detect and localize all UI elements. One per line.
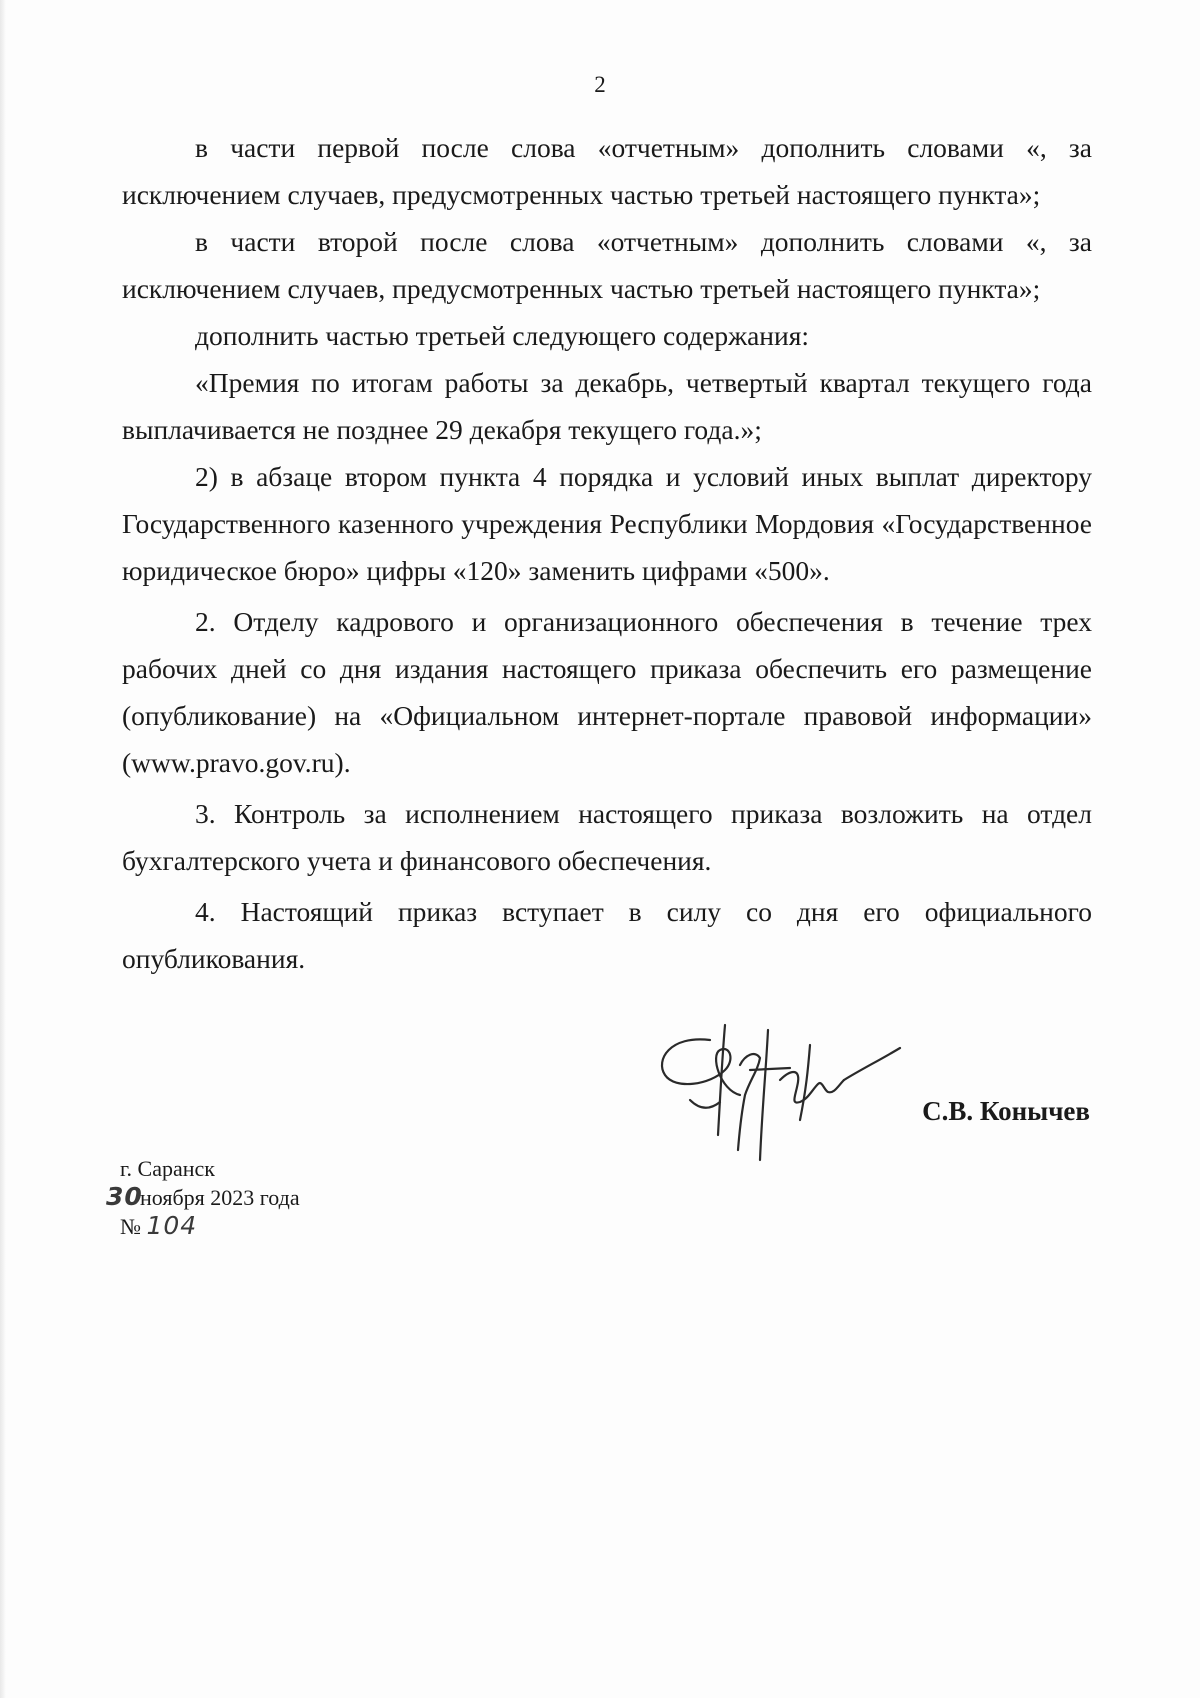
issue-number [120, 1212, 520, 1241]
issue-date-suffix: ноября 2023 года [140, 1185, 300, 1210]
issue-city: г. Саранск [120, 1156, 215, 1181]
issue-details [106, 1155, 520, 1241]
issue-number-handwritten: 104 [146, 1211, 198, 1240]
paragraph-amend-part-one: в части первой после слова «отчетным» дополнить словами «, за исключением случаев, предусмотренных частью третьей настоящего пункта»; [122, 132, 1092, 210]
paragraph-point-2-publication: 2. Отделу кадрового и организационного обеспечения в течение трех рабочих дней со дня издания настоящего приказа обеспечить его размещение (опубликование) на «Официальном интернет-портале правовой информации» (www.pravo.gov.ru). [122, 606, 1092, 778]
paragraph-item-2-subpoint: 2) в абзаце втором пункта 4 порядка и условий иных выплат директору Государственного казенного учреждения Республики Мордовия «Государственное юридическое бюро» цифры «120» заменить цифрами «500». [122, 461, 1092, 586]
issue-day-handwritten: 30 [106, 1182, 143, 1211]
issue-date [106, 1182, 520, 1212]
page-number: 2 [594, 72, 606, 97]
signature-block [650, 1010, 1100, 1180]
issue-number-label: № [120, 1214, 141, 1239]
signatory-name: С.В. Конычев [922, 1096, 1090, 1126]
paragraph-bonus-quote: «Премия по итогам работы за декабрь, четвертый квартал текущего года выплачивается не позднее 29 декабря текущего года.»; [122, 367, 1092, 445]
paragraph-add-part-three: дополнить частью третьей следующего содержания: [195, 320, 810, 351]
handwritten-signature [650, 1010, 950, 1180]
scan-edge-shadow [0, 0, 6, 1698]
paragraph-point-4-effect: 4. Настоящий приказ вступает в силу со дня его официального опубликования. [122, 896, 1092, 974]
paragraph-amend-part-two: в части второй после слова «отчетным» дополнить словами «, за исключением случаев, предусмотренных частью третьей настоящего пункта»; [122, 226, 1092, 304]
paragraph-point-3-control: 3. Контроль за исполнением настоящего приказа возложить на отдел бухгалтерского учета и финансового обеспечения. [122, 798, 1092, 876]
document-body [122, 124, 1092, 982]
